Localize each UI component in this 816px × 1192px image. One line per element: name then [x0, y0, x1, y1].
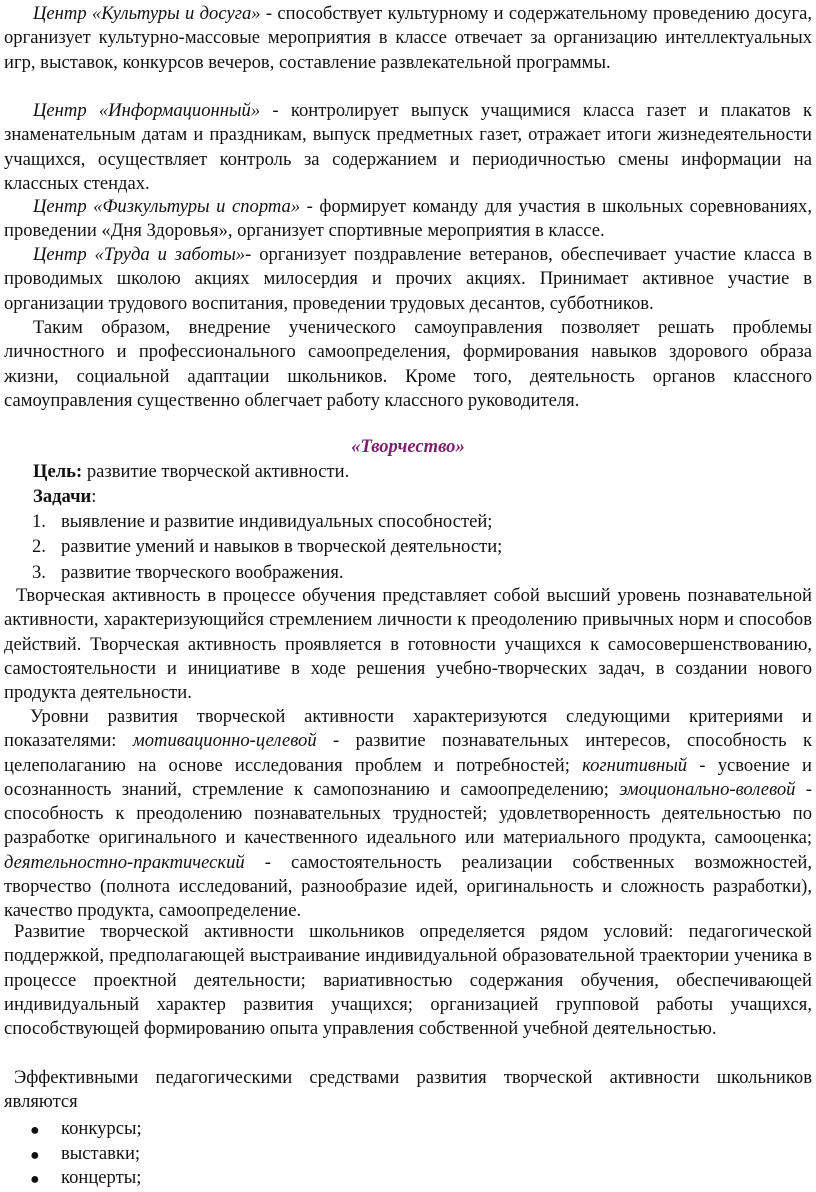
text-culture-center: - способствует культурному и содержательному проведению досуга, организует культурно-массовые мероприятия в классе отвечает за организацию интеллектуальных игр, выставок, конкурсов вечеров, составление развлекательной программы.: [4, 3, 812, 73]
means-text: выставки;: [61, 1143, 141, 1164]
paragraph-creative-activity: [4, 584, 812, 705]
tasks-label: Задачи: [33, 486, 92, 507]
paragraph-labor-center: [4, 243, 812, 316]
level-cognitive: когнитивный: [582, 754, 688, 776]
bullet-icon: ●: [30, 1122, 40, 1139]
bullet-icon: ●: [30, 1171, 40, 1188]
text-conclusion: Таким образом, внедрение ученического самоуправления позволяет решать проблемы личностного и профессионального самоопределения, формирования навыков здорового образа жизни, социальной адаптации школьников. Кроме того, деятельность органов классного самоуправления существенно облегчает работу классного руководителя.: [4, 317, 812, 411]
means-text: концерты;: [61, 1167, 142, 1188]
text-labor-center: - организует поздравление ветеранов, обеспечивает участие класса в проводимых школою акциях милосердия и прочих акциях. Принимает активное участие в организации трудового воспитания, проведении трудовых десантов, субботников.: [4, 244, 812, 314]
level-motivational: мотивационно-целевой: [132, 730, 317, 752]
term-sport-center: Центр «Физкультуры и спорта»: [33, 196, 301, 217]
paragraph-info-center: [4, 99, 812, 196]
task-number: 1.: [32, 511, 46, 532]
goal-line: [33, 460, 349, 484]
paragraph-levels: [4, 705, 812, 924]
bullet-icon: ●: [30, 1147, 40, 1164]
task-number: 3.: [32, 562, 46, 583]
section-title: «Творчество»: [351, 436, 465, 457]
text-means: Эффективными педагогическими средствами развития творческой активности школьников являются: [4, 1067, 812, 1113]
text-sport-center: - формирует команду для участия в школьных соревнованиях, проведении «Дня Здоровья», организует спортивные мероприятия в классе.: [4, 196, 812, 242]
task-number: 2.: [32, 536, 46, 557]
levels-text-e: - самостоятельность реализации собственных возможностей, творчество (полнота исследований, разнообразие идей, оригинальность и сложность разработки), качество продукта, самоопределение.: [4, 851, 812, 922]
tasks-colon: :: [91, 486, 97, 507]
paragraph-sport-center: [4, 195, 812, 244]
paragraph-conditions: [4, 920, 812, 1041]
task-text: развитие умений и навыков в творческой деятельности;: [61, 536, 503, 557]
paragraph-conclusion: [4, 316, 812, 413]
task-text: выявление и развитие индивидуальных способностей;: [61, 511, 493, 532]
task-text: развитие творческого воображения.: [61, 562, 344, 583]
paragraph-culture-center: [4, 2, 812, 75]
tasks-heading: [33, 485, 96, 509]
levels-text-a: Уровни развития творческой активности характеризуются следующими критериями и показателями:: [4, 706, 812, 752]
text-creative-activity: Творческая активность в процессе обучения представляет собой высший уровень познавательной активности, характеризующийся стремлением личности к преодолению привычных норм и способов действий. Творческая активность проявляется в готовности учащихся к самосовершенствованию, самостоятельности и инициативе в ходе решения учебно-творческих задач, в создании нового продукта деятельности.: [4, 585, 812, 704]
levels-text-c: - усвоение и осознанность знаний, стремление к самопознанию и самоопределению;: [4, 754, 812, 800]
levels-text-b: - развитие познавательных интересов, способность к целеполаганию на основе исследования проблем и потребностей;: [4, 730, 812, 776]
paragraph-means: [4, 1066, 812, 1115]
means-text: конкурсы;: [61, 1118, 142, 1139]
levels-text-d: - способность к преодолению познавательных трудностей; удовлетворенность деятельностью по разработке оригинального и качественного идеального или материального продукта, самооценка;: [4, 778, 813, 849]
level-emotional: эмоционально-волевой: [619, 778, 796, 800]
term-labor-center: Центр «Труда и заботы»: [33, 244, 246, 265]
term-culture-center: Центр «Культуры и досуга»: [33, 3, 261, 24]
level-practical: деятельностно-практический: [4, 851, 245, 873]
text-conditions: Развитие творческой активности школьников определяется рядом условий: педагогической поддержкой, предполагающей выстраивание индивидуальной образовательной траектории ученика в процессе проектной деятельности; вариативностью содержания обучения, обеспечивающей индивидуальный характер развития учащихся; организацией групповой работы учащихся, способствующей формированию опыта управления собственной учебной деятельностью.: [4, 921, 812, 1040]
goal-label: Цель:: [33, 461, 83, 482]
term-info-center: Центр «Информационный»: [33, 100, 261, 121]
goal-text: развитие творческой активности.: [82, 461, 350, 482]
text-info-center: - контролирует выпуск учащимися класса газет и плакатов к знаменательным датам и праздникам, выпуск предметных газет, отражает итоги жизнедеятельности учащихся, осуществляет контроль за содержанием и периодичностью смены информации на классных стендах.: [4, 100, 812, 194]
